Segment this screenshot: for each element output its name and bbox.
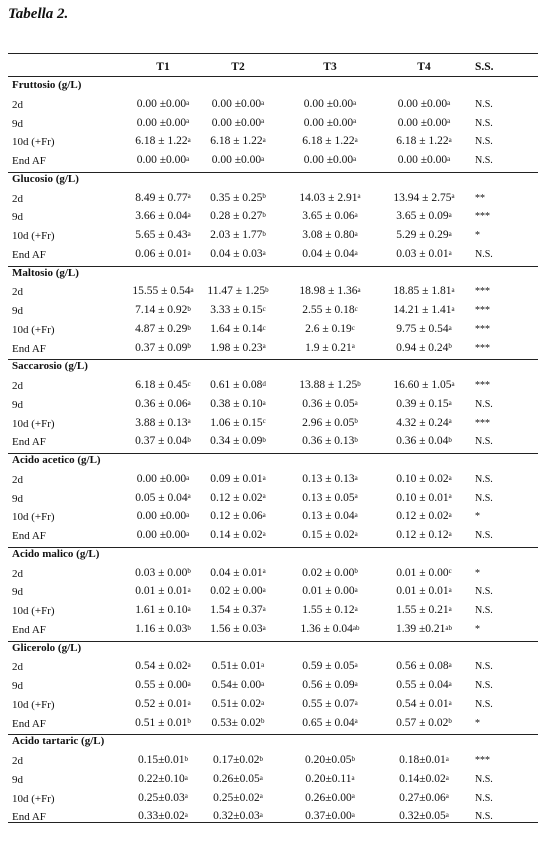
significance-cell: * [475,511,480,523]
significance-cell: N.S. [475,792,493,804]
table-cell: 0.27±0.06$^a$ [399,791,449,804]
significance-cell: N.S. [475,98,493,110]
row-label: 2d [12,286,23,299]
table-cell: 0.05 ± 0.04$^a$ [135,491,191,504]
significance-cell: *** [475,342,490,354]
table-cell: 15.55 ± 0.54$^a$ [132,285,194,298]
row-label: 10d (+Fr) [12,605,55,617]
significance-cell: N.S. [475,530,493,541]
row-label: 10d (+Fr) [12,698,55,711]
significance-cell: N.S. [475,698,493,710]
table-cell: 0.15 ± 0.02$^a$ [302,529,358,541]
table-cell: 1.06 ± 0.15$^c$ [210,416,266,429]
significance-cell: N.S. [475,661,493,673]
table-cell: 0.36 ± 0.13$^b$ [302,435,358,448]
table-cell: 8.49 ± 0.77$^a$ [135,191,191,204]
significance-cell: N.S. [475,492,493,504]
row-label: 10d (+Fr) [12,417,55,430]
table-cell: 1.39 ±0.21$^{ab}$ [395,622,453,635]
table-cell: 0.12 ± 0.12$^a$ [396,529,452,541]
table-cell: 0.20±0.11$^a$ [305,772,355,785]
significance-cell: N.S. [475,586,493,598]
significance-cell: * [475,567,480,579]
row-label: End AF [12,436,46,449]
table-cell: 0.15±0.01$^b$ [137,754,189,766]
table-cell: 0.00 ±0.00$^a$ [303,154,357,166]
table-cell: 4.32 ± 0.24$^a$ [396,416,452,429]
row-label: End AF [12,530,46,542]
table-cell: 0.36 ± 0.04$^b$ [396,435,452,448]
table-cell: 0.25±0.02$^a$ [213,791,263,804]
table-cell: 2.6 ± 0.19$^c$ [305,322,355,335]
table-cell: 0.36 ± 0.05$^a$ [302,397,358,410]
table-cell: 0.09 ± 0.01$^a$ [210,472,266,485]
table-cell: 0.20±0.05$^b$ [304,754,356,766]
row-label: 10d (+Fr) [12,136,55,149]
table-cell: 0.14 ± 0.02$^a$ [210,529,266,541]
table-cell: 0.52 ± 0.01$^a$ [135,697,191,710]
row-label: 2d [12,473,23,486]
column-header-t1: T1 [156,61,170,73]
table-cell: 7.14 ± 0.92$^b$ [135,304,191,316]
column-header-t3: T3 [323,61,337,73]
significance-cell: * [475,717,480,729]
row-label: 9d [12,398,23,411]
significance-cell: *** [475,286,490,298]
table-cell: 1.61 ± 0.10$^a$ [135,604,191,616]
table-cell: 6.18 ± 1.22$^a$ [302,135,358,148]
table-cell: 0.00 ±0.00$^a$ [303,116,357,129]
table-cell: 0.04 ± 0.03$^a$ [210,247,266,260]
table-cell: 9.75 ± 0.54$^a$ [396,322,452,335]
table-cell: 16.60 ± 1.05$^a$ [393,379,455,391]
table-cell: 1.55 ± 0.12$^a$ [302,604,358,616]
table-cell: 13.94 ± 2.75$^a$ [393,191,455,204]
table-cell: 0.55 ± 0.04$^a$ [396,679,452,691]
table-cell: 0.59 ± 0.05$^a$ [302,660,358,673]
table-cell: 6.18 ± 1.22$^a$ [396,135,452,148]
table-cell: 2.03 ± 1.77$^b$ [210,229,266,241]
table-cell: 0.32±0.03$^a$ [213,810,263,823]
row-label: 9d [12,211,23,224]
table-cell: 3.66 ± 0.04$^a$ [135,210,191,223]
table-cell: 0.14±0.02$^a$ [399,772,449,785]
table-cell: 0.00 ±0.00$^a$ [211,154,265,166]
table-cell: 0.18±0.01$^a$ [399,754,449,766]
table-cell: 0.39 ± 0.15$^a$ [396,397,452,410]
table-cell: 0.06 ± 0.01$^a$ [135,247,191,260]
significance-cell: *** [475,323,490,335]
row-label: 2d [12,192,23,205]
table-cell: 3.88 ± 0.13$^a$ [135,416,191,429]
table-cell: 6.18 ± 0.45$^c$ [135,379,191,391]
table-cell: 3.65 ± 0.09$^a$ [396,210,452,223]
group-heading: Fruttosio (g/L) [12,79,82,91]
row-label: 9d [12,680,23,692]
table-cell: 0.03 ± 0.01$^a$ [396,247,452,260]
significance-cell: * [475,623,480,635]
table-cell: 0.35 ± 0.25$^b$ [210,191,266,204]
table-cell: 0.51± 0.02$^a$ [211,697,265,710]
header-rule [8,76,538,77]
significance-cell: ** [475,192,485,204]
significance-cell: N.S. [475,605,493,616]
table-cell: 0.26±0.00$^a$ [305,791,355,804]
table-cell: 0.54 ± 0.01$^a$ [396,697,452,710]
table-cell: 6.18 ± 1.22$^a$ [135,135,191,148]
significance-cell: N.S. [475,680,493,691]
table-cell: 0.00 ±0.00$^a$ [397,154,451,166]
table-cell: 0.04 ± 0.01$^a$ [210,566,266,579]
column-header-t4: T4 [417,61,431,73]
row-label: 9d [12,305,23,317]
column-header-t2: T2 [231,61,245,73]
significance-cell: * [475,230,480,241]
table-cell: 0.01 ± 0.01$^a$ [396,585,452,598]
group-heading: Glicerolo (g/L) [12,641,82,654]
row-label: 2d [12,567,23,580]
table-cell: 18.85 ± 1.81$^a$ [393,285,455,298]
table-cell: 0.12 ± 0.02$^a$ [210,491,266,504]
table-cell: 0.13 ± 0.05$^a$ [302,491,358,504]
group-separator [8,172,538,173]
table-cell: 0.33±0.02$^a$ [138,810,188,823]
table-cell: 0.00 ±0.00$^a$ [136,472,190,485]
table-cell: 0.36 ± 0.06$^a$ [135,397,191,410]
table-cell: 0.00 ±0.00$^a$ [136,97,190,110]
row-label: 9d [12,117,23,130]
table-cell: 0.01 ± 0.00$^a$ [302,585,358,598]
table-cell: 3.08 ± 0.80$^a$ [302,229,358,241]
significance-cell: N.S. [475,117,493,129]
row-label: End AF [12,248,46,261]
row-label: 10d (+Fr) [12,511,55,524]
table-cell: 2.96 ± 0.05$^b$ [302,416,358,429]
table-cell: 0.28 ± 0.27$^b$ [210,210,266,223]
table-cell: 0.56 ± 0.09$^a$ [302,679,358,691]
significance-cell: N.S. [475,773,493,785]
table-cell: 0.00 ±0.00$^a$ [136,510,190,523]
table-cell: 1.36 ± 0.04$^{ab}$ [300,622,360,635]
table-cell: 0.54± 0.00$^a$ [211,679,265,691]
table-cell: 5.29 ± 0.29$^a$ [396,229,452,241]
significance-cell: *** [475,417,490,429]
table-cell: 1.16 ± 0.03$^b$ [135,622,191,635]
table-cell: 0.00 ±0.00$^a$ [397,116,451,129]
bottom-rule [8,822,538,823]
table-cell: 0.00 ±0.00$^a$ [397,97,451,110]
significance-cell: *** [475,211,490,223]
significance-cell: N.S. [475,811,493,823]
significance-cell: N.S. [475,155,493,166]
table-cell: 0.02 ± 0.00$^b$ [302,566,358,579]
table-cell: 0.13 ± 0.04$^a$ [302,510,358,523]
table-cell: 0.00 ±0.00$^a$ [136,154,190,166]
significance-cell: N.S. [475,398,493,410]
table-cell: 0.55 ± 0.07$^a$ [302,697,358,710]
row-label: 9d [12,492,23,505]
table-cell: 1.56 ± 0.03$^a$ [210,622,266,635]
table-cell: 1.55 ± 0.21$^a$ [396,604,452,616]
significance-cell: N.S. [475,248,493,260]
table-cell: 6.18 ± 1.22$^a$ [210,135,266,148]
significance-cell: *** [475,755,490,766]
table-cell: 0.01 ± 0.00$^c$ [396,566,452,579]
row-label: 9d [12,773,23,786]
table-cell: 13.88 ± 1.25$^b$ [299,379,361,391]
row-label: 10d (+Fr) [12,792,55,805]
table-cell: 0.00 ±0.00$^a$ [211,97,265,110]
row-label: 10d (+Fr) [12,323,55,336]
table-cell: 0.00 ±0.00$^a$ [303,97,357,110]
table-cell: 1.98 ± 0.23$^a$ [210,341,266,354]
table-cell: 0.32±0.05$^a$ [399,810,449,823]
row-label: 9d [12,586,23,599]
table-cell: 0.54 ± 0.02$^a$ [135,660,191,673]
table-cell: 11.47 ± 1.25$^b$ [207,285,269,298]
row-label: 2d [12,380,23,392]
table-cell: 0.38 ± 0.10$^a$ [210,397,266,410]
group-heading: Saccarosio (g/L) [12,360,88,373]
row-label: End AF [12,342,46,355]
table-cell: 0.37±0.00$^a$ [305,810,355,823]
row-label: End AF [12,155,46,167]
table-cell: 0.02 ± 0.00$^a$ [210,585,266,598]
table-cell: 0.51± 0.01$^a$ [211,660,265,673]
table-title: Tabella 2. [8,6,69,22]
row-label: End AF [12,717,46,730]
table-cell: 0.37 ± 0.09$^b$ [135,341,191,354]
group-heading: Acido malico (g/L) [12,547,100,560]
group-heading: Maltosio (g/L) [12,266,79,279]
table-cell: 1.54 ± 0.37$^a$ [210,604,266,616]
table-cell: 0.34 ± 0.09$^b$ [210,435,266,448]
table-cell: 14.21 ± 1.41$^a$ [393,304,455,316]
significance-cell: N.S. [475,436,493,448]
table-cell: 0.57 ± 0.02$^b$ [396,716,452,729]
group-separator [8,641,538,642]
table-cell: 0.17±0.02$^b$ [212,754,264,766]
table-cell: 1.9 ± 0.21$^a$ [305,341,355,354]
table-cell: 5.65 ± 0.43$^a$ [135,229,191,241]
significance-cell: N.S. [475,473,493,485]
table-cell: 0.53± 0.02$^b$ [211,716,265,729]
group-heading: Glucosio (g/L) [12,172,79,185]
row-label: End AF [12,623,46,636]
group-separator [8,266,538,267]
table-cell: 0.12 ± 0.06$^a$ [210,510,266,523]
table-cell: 0.01 ± 0.01$^a$ [135,585,191,598]
table-cell: 1.64 ± 0.14$^c$ [210,322,266,335]
table-cell: 0.13 ± 0.13$^a$ [302,472,358,485]
row-label: 2d [12,661,23,674]
table-cell: 0.00 ±0.00$^a$ [136,529,190,541]
table-cell: 0.25±0.03$^a$ [138,791,188,804]
significance-cell: N.S. [475,136,493,148]
group-heading: Acido acetico (g/L) [12,454,101,466]
column-header-ss: S.S. [475,61,494,73]
table-cell: 3.33 ± 0.15$^c$ [210,304,266,316]
table-cell: 3.65 ± 0.06$^a$ [302,210,358,223]
significance-cell: *** [475,380,490,391]
table-cell: 2.55 ± 0.18$^c$ [302,304,358,316]
table-cell: 0.00 ±0.00$^a$ [136,116,190,129]
table-cell: 0.61 ± 0.08$^d$ [210,379,266,391]
table-cell: 0.37 ± 0.04$^b$ [135,435,191,448]
table-cell: 0.56 ± 0.08$^a$ [396,660,452,673]
table-cell: 0.65 ± 0.04$^a$ [302,716,358,729]
row-label: 10d (+Fr) [12,230,55,242]
table-cell: 4.87 ± 0.29$^b$ [135,322,191,335]
group-heading: Acido tartaric (g/L) [12,735,105,748]
table-cell: 0.04 ± 0.04$^a$ [302,247,358,260]
table-cell: 0.10 ± 0.02$^a$ [396,472,452,485]
table-cell: 0.12 ± 0.02$^a$ [396,510,452,523]
table-cell: 0.03 ± 0.00$^b$ [135,566,191,579]
table-cell: 0.55 ± 0.00$^a$ [135,679,191,691]
table-cell: 0.94 ± 0.24$^b$ [396,341,452,354]
table-cell: 0.10 ± 0.01$^a$ [396,491,452,504]
top-rule [8,53,538,54]
table-cell: 18.98 ± 1.36$^a$ [299,285,361,298]
table-cell: 14.03 ± 2.91$^a$ [299,191,361,204]
table-cell: 0.51 ± 0.01$^b$ [135,716,191,729]
table-cell: 0.22±0.10$^a$ [138,772,188,785]
significance-cell: *** [475,305,490,316]
row-label: 2d [12,755,23,767]
row-label: 2d [12,98,23,111]
table-cell: 0.00 ±0.00$^a$ [211,116,265,129]
table-cell: 0.26±0.05$^a$ [213,772,263,785]
row-label: End AF [12,811,46,824]
